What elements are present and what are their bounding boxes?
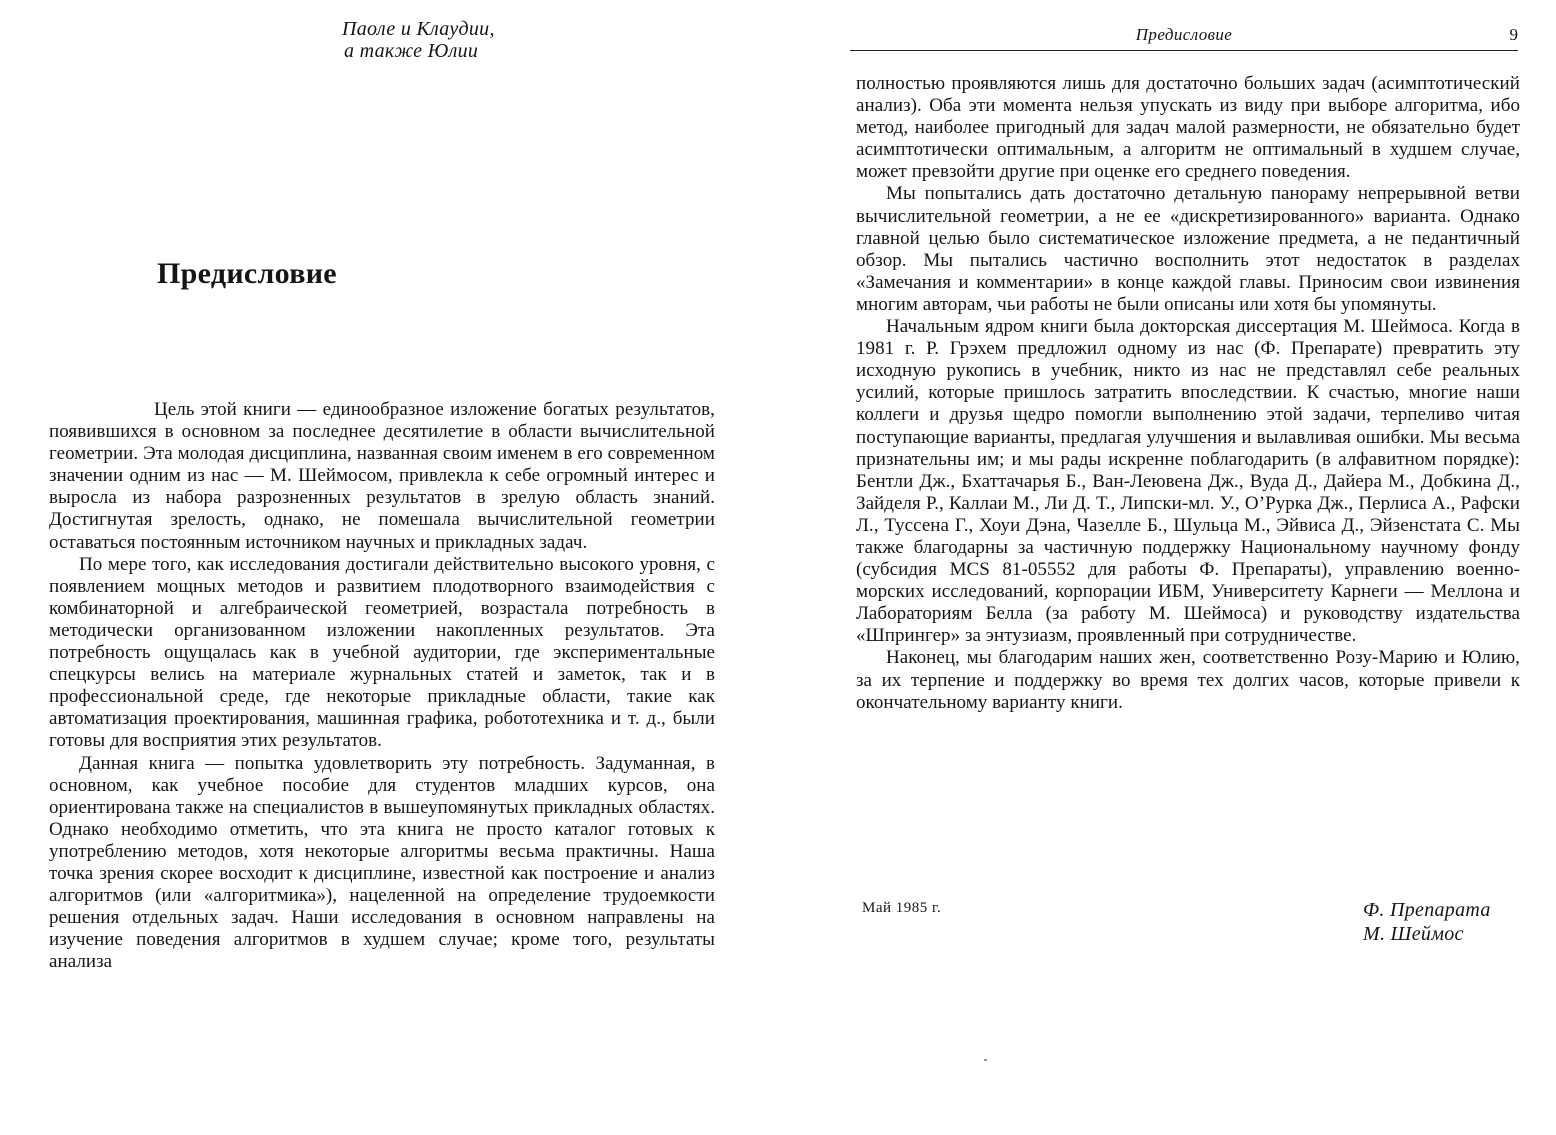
paragraph: Наконец, мы благодарим наших жен, соответственно Розу-Марию и Юлию, за их терпение и поддержку во время тех долгих часов, которые привели к окончательному варианту книги. (856, 647, 1520, 713)
chapter-title: Предисловие (157, 257, 337, 290)
paragraph: Данная книга — попытка удовлетворить эту потребность. Задуманная, в основном, как учебное пособие для студентов младших курсов, она ориентирована также на специалистов в вышеупомянутых прикладных областях. Однако необходимо отметить, что эта книга не просто каталог готовых к употреблению методов, хотя некоторые алгоритмы весьма практичны. Наша точка зрения скорее восходит к дисциплине, известной как построение и анализ алгоритмов (или «алгоритмика»), нацеленной на определение трудоемкости решения отдельных задач. Наши исследования в основном направлены на изучение поведения алгоритмов в худшем случае; кроме того, результаты анализа (49, 752, 715, 973)
paragraph: полностью проявляются лишь для достаточно больших задач (асимптотический анализ). Оба эти момента нельзя упускать из виду при выборе алгоритма, ибо метод, наиболее пригодный для задач малой размерности, не обязательно будет асимптотически оптимальным, а алгоритм не оптимальный в худшем случае, может превзойти другие при оценке его среднего поведения. (856, 73, 1520, 183)
signature-author-2: М. Шеймос (1363, 923, 1464, 945)
date-line: Май 1985 г. (862, 900, 942, 916)
paragraph: По мере того, как исследования достигали действительно высокого уровня, с появлением мощных методов и развитием плодотворного взаимодействия с комбинаторной и алгебраической геометрией, возрастала потребность в методически организованном изложении накопленных результатов. Эта потребность ощущалась как в учебной аудитории, где экспериментальные спецкурсы велись на материале журнальных статей и заметок, так и в профессиональной среде, где некоторые прикладные области, такие как автоматизация проектирования, машинная графика, робототехника и т. д., были готовы для восприятия этих результатов. (49, 553, 715, 752)
signature-author-1: Ф. Препарата (1363, 899, 1491, 921)
dedication-line-2: а также Юлии (344, 40, 479, 62)
right-page-body (856, 73, 1520, 714)
paragraph: Мы попытались дать достаточно детальную панораму непрерывной ветви вычислительной геометрии, а не ее «дискретизированного» варианта. Однако главной целью было систематическое изложение предмета, а не педантичный обзор. Мы пытались частично восполнить этот недостаток в разделах «Замечания и комментарии» в конце каждой главы. Приносим свои извинения многим авторам, чьи работы не были описаны или хотя бы упомянуты. (856, 183, 1520, 315)
running-title: Предисловие (1135, 25, 1233, 44)
left-page-body (49, 399, 715, 973)
paragraph: Цель этой книги — единообразное изложение богатых результатов, появившихся в основном за последнее десятилетие в области вычислительной геометрии. Эта молодая дисциплина, названная своим именем в его современном значении одним из нас — М. Шеймосом, привлекла к себе огромный интерес и выросла из набора разрозненных результатов в зрелую область знаний. Достигнутая зрелость, однако, не помешала вычислительной геометрии оставаться постоянным источником научных и прикладных задач. (49, 399, 715, 553)
right-page (778, 0, 1556, 1135)
author-signatures (1363, 898, 1491, 946)
dedication (342, 18, 495, 62)
print-speck (984, 1059, 987, 1061)
paragraph: Начальным ядром книги была докторская диссертация М. Шеймоса. Когда в 1981 г. Р. Грэхем предложил одному из нас (Ф. Препарате) превратить эту исходную рукопись в учебник, никто из нас не представлял себе реальных усилий, которые пришлось затратить впоследствии. К счастью, многие наши коллеги и друзья щедро помогли выполнению этой задачи, терпеливо читая поступающие варианты, предлагая улучшения и вылавливая ошибки. Мы весьма признательны им; и мы рады искренне поблагодарить (в алфавитном порядке): Бентли Дж., Бхаттачарья Б., Ван-Леювена Дж., Вуда Д., Дайера М., Добкина Д., Зайделя Р., Каллаи М., Ли Д. Т., Липски-мл. У., О’Рурка Дж., Перлиса А., Рафски Л., Туссена Г., Хоуи Дэна, Чазелле Б., Шульца М., Эйвиса Д., Эйзенстата С. Мы также благодарны за частичную поддержку Национальному научному фонду (субсидия MCS 81-05552 для работы Ф. Препараты), управлению военно-морских исследований, корпорации ИБМ, Университету Карнеги — Меллона и Лабораториям Белла (за работу М. Шеймоса) и руководству издательства «Шпрингер» за энтузиазм, проявленный при сотрудничестве. (856, 316, 1520, 647)
running-header (850, 22, 1518, 51)
dedication-line-1: Паоле и Клаудии, (342, 18, 495, 40)
page-number: 9 (1509, 25, 1518, 44)
